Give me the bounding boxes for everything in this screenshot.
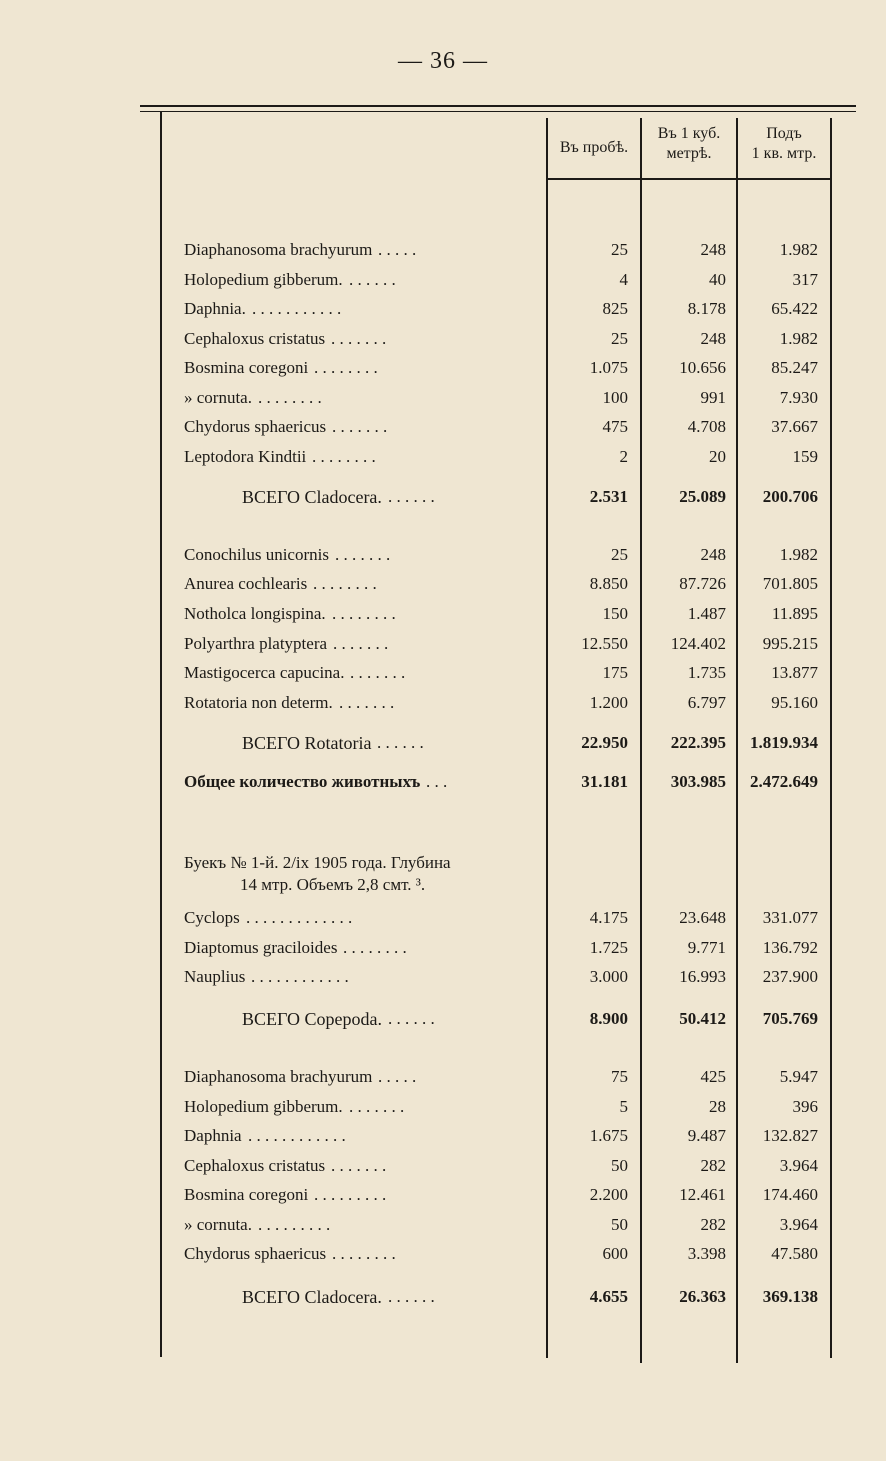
- value-in-sample: 4.175: [589, 908, 628, 927]
- header-square-meter: [738, 124, 830, 164]
- leader-dots: . . . . . . . . . . . .: [251, 967, 349, 986]
- table-row: [0, 358, 886, 386]
- value-per-cubic-meter: 991: [700, 388, 726, 407]
- value-in-sample: 1.725: [589, 938, 628, 957]
- row-label: Leptodora Kindtii: [184, 447, 307, 466]
- value-in-sample: 12.550: [581, 634, 628, 653]
- value-per-square-meter: 701.805: [762, 574, 818, 593]
- value-per-cubic-meter: 248: [700, 240, 726, 259]
- value-per-cubic-meter: 9.771: [687, 938, 726, 957]
- value-per-cubic-meter: 124.402: [670, 634, 726, 653]
- value-in-sample: 2: [619, 447, 628, 466]
- value-per-square-meter: 3.964: [779, 1156, 818, 1175]
- leader-dots: . . .: [426, 772, 448, 791]
- value-per-square-meter: 65.422: [771, 299, 818, 318]
- leader-dots: . . . . . . .: [335, 545, 391, 564]
- value-in-sample: 475: [602, 417, 628, 436]
- value-in-sample: 25: [611, 329, 628, 348]
- row-label: Cephaloxus cristatus: [184, 1156, 326, 1175]
- table-row: [0, 693, 886, 721]
- row-label: Holopedium gibberum.: [184, 1097, 343, 1116]
- leader-dots: . . . . . . .: [331, 1156, 387, 1175]
- value-per-square-meter: 5.947: [779, 1067, 818, 1086]
- leader-dots: . . . . . . . . .: [258, 1215, 331, 1234]
- leader-dots: . . . . . . .: [350, 663, 406, 682]
- value-per-square-meter: 995.215: [762, 634, 818, 653]
- value-per-square-meter: 95.160: [771, 693, 818, 712]
- row-label: Nauplius: [184, 967, 246, 986]
- row-label: » cornuta.: [184, 388, 252, 407]
- value-in-sample: 8.850: [589, 574, 628, 593]
- leader-dots: . . . . . . . .: [332, 604, 396, 623]
- leader-dots: . . . . . .: [349, 270, 396, 289]
- value-per-cubic-meter: 6.797: [687, 693, 726, 712]
- value-per-cubic-meter: 1.735: [687, 663, 726, 682]
- row-label: Bosmina coregoni: [184, 358, 309, 377]
- value-per-square-meter: 37.667: [771, 417, 818, 436]
- leader-dots: . . . . . .: [388, 1287, 435, 1306]
- leader-dots: . . . . . . .: [349, 1097, 405, 1116]
- row-label: ВСЕГО Cladocera.: [242, 1287, 382, 1307]
- value-in-sample: 150: [602, 604, 628, 623]
- value-per-square-meter: 13.877: [771, 663, 818, 682]
- table-row: [0, 329, 886, 357]
- value-per-square-meter: 331.077: [762, 908, 818, 927]
- header-square-meter-line1: Подъ: [766, 125, 802, 142]
- value-per-cubic-meter: 222.395: [670, 733, 726, 752]
- value-per-square-meter: 317: [792, 270, 818, 289]
- value-per-cubic-meter: 282: [700, 1215, 726, 1234]
- table-row: [0, 1244, 886, 1272]
- value-in-sample: 8.900: [589, 1009, 628, 1028]
- value-in-sample: 25: [611, 240, 628, 259]
- value-per-cubic-meter: 26.363: [679, 1287, 726, 1306]
- value-per-cubic-meter: 40: [709, 270, 726, 289]
- header-rule: [548, 178, 831, 180]
- row-label: ВСЕГО Cladocera.: [242, 487, 382, 507]
- leader-dots: . . . . . . . . . . . .: [248, 1126, 346, 1145]
- section-heading-line1: Буекъ № 1-й. 2/ix 1905 года. Глубина: [184, 853, 451, 872]
- value-per-square-meter: 1.982: [779, 545, 818, 564]
- value-in-sample: 50: [611, 1215, 628, 1234]
- value-in-sample: 1.200: [589, 693, 628, 712]
- value-per-square-meter: 85.247: [771, 358, 818, 377]
- value-per-cubic-meter: 23.648: [679, 908, 726, 927]
- page-number: — 36 —: [398, 48, 488, 74]
- table-row: [0, 270, 886, 298]
- leader-dots: . . . . . .: [377, 733, 424, 752]
- value-in-sample: 175: [602, 663, 628, 682]
- row-label: Общее количество животныхъ: [184, 772, 421, 791]
- value-in-sample: 75: [611, 1067, 628, 1086]
- value-per-square-meter: 1.819.934: [750, 733, 818, 752]
- value-in-sample: 600: [602, 1244, 628, 1263]
- table-row: [0, 1009, 886, 1037]
- row-label: Rotatoria non determ.: [184, 693, 333, 712]
- value-per-cubic-meter: 248: [700, 545, 726, 564]
- row-label: ВСЕГО Copepoda.: [242, 1009, 382, 1029]
- value-per-square-meter: 200.706: [762, 487, 818, 506]
- value-per-square-meter: 1.982: [779, 329, 818, 348]
- section-heading-line2: 14 мтр. Объемъ 2,8 смт. ³.: [240, 875, 426, 894]
- table-row: [0, 417, 886, 445]
- table-row: [0, 967, 886, 995]
- value-per-cubic-meter: 20: [709, 447, 726, 466]
- value-in-sample: 50: [611, 1156, 628, 1175]
- leader-dots: . . . . . . .: [339, 693, 395, 712]
- value-per-square-meter: 47.580: [771, 1244, 818, 1263]
- row-label: Chydorus sphaericus: [184, 417, 327, 436]
- value-per-cubic-meter: 9.487: [687, 1126, 726, 1145]
- leader-dots: . . . . . . . .: [343, 938, 407, 957]
- value-per-square-meter: 2.472.649: [750, 772, 818, 791]
- value-per-square-meter: 11.895: [771, 604, 818, 623]
- value-in-sample: 31.181: [581, 772, 628, 791]
- row-label: Notholca longispina.: [184, 604, 326, 623]
- table-row: [0, 772, 886, 800]
- table-row: [0, 240, 886, 268]
- table-row: [0, 388, 886, 416]
- leader-dots: . . . . . . . .: [332, 1244, 396, 1263]
- table-row: [0, 487, 886, 515]
- header-cubic-meter-line1: Въ 1 куб.: [657, 125, 721, 142]
- table-row: [0, 663, 886, 691]
- table-row: [0, 908, 886, 936]
- row-label: Polyarthra platyptera: [184, 634, 328, 653]
- leader-dots: . . . . . .: [388, 1009, 435, 1028]
- table-row: [0, 733, 886, 761]
- value-per-cubic-meter: 282: [700, 1156, 726, 1175]
- leader-dots: . . . . . . . . . . . . .: [246, 908, 353, 927]
- value-in-sample: 4: [619, 270, 628, 289]
- row-label: Daphnia.: [184, 299, 246, 318]
- value-per-square-meter: 174.460: [762, 1185, 818, 1204]
- row-label: Anurea cochlearis: [184, 574, 308, 593]
- leader-dots: . . . . . . .: [331, 329, 387, 348]
- table-row: [0, 545, 886, 573]
- table-row: [0, 1126, 886, 1154]
- value-per-square-meter: 237.900: [762, 967, 818, 986]
- row-label: » cornuta.: [184, 1215, 252, 1234]
- section-heading: [184, 852, 534, 896]
- row-label: Chydorus sphaericus: [184, 1244, 327, 1263]
- value-per-square-meter: 1.982: [779, 240, 818, 259]
- leader-dots: . . . . . . .: [332, 417, 388, 436]
- leader-dots: . . . . . . . .: [313, 574, 377, 593]
- value-per-square-meter: 369.138: [762, 1287, 818, 1306]
- leader-dots: . . . . . . . . . . .: [252, 299, 342, 318]
- value-in-sample: 100: [602, 388, 628, 407]
- value-per-square-meter: 396: [792, 1097, 818, 1116]
- table-row: [0, 634, 886, 662]
- table-row: [0, 1287, 886, 1315]
- table-row: [0, 1215, 886, 1243]
- value-per-square-meter: 705.769: [762, 1009, 818, 1028]
- value-per-cubic-meter: 303.985: [670, 772, 726, 791]
- value-per-cubic-meter: 16.993: [679, 967, 726, 986]
- table-row: [0, 1185, 886, 1213]
- row-label: Diaphanosoma brachyurum: [184, 240, 373, 259]
- value-in-sample: 1.675: [589, 1126, 628, 1145]
- table-row: [0, 604, 886, 632]
- value-per-square-meter: 132.827: [762, 1126, 818, 1145]
- header-square-meter-line2: 1 кв. мтр.: [751, 145, 817, 162]
- row-label: ВСЕГО Rotatoria: [242, 733, 372, 753]
- value-per-cubic-meter: 50.412: [679, 1009, 726, 1028]
- value-per-cubic-meter: 12.461: [679, 1185, 726, 1204]
- value-per-cubic-meter: 4.708: [687, 417, 726, 436]
- value-in-sample: 22.950: [581, 733, 628, 752]
- leader-dots: . . . . . . . . .: [314, 1185, 387, 1204]
- value-per-cubic-meter: 10.656: [679, 358, 726, 377]
- value-in-sample: 5: [619, 1097, 628, 1116]
- value-per-square-meter: 3.964: [779, 1215, 818, 1234]
- row-label: Diaphanosoma brachyurum: [184, 1067, 373, 1086]
- value-per-cubic-meter: 1.487: [687, 604, 726, 623]
- value-in-sample: 2.200: [589, 1185, 628, 1204]
- value-per-cubic-meter: 8.178: [687, 299, 726, 318]
- header-cubic-meter-line2: метрѣ.: [666, 145, 712, 162]
- table-row: [0, 1156, 886, 1184]
- row-label: Conochilus unicornis: [184, 545, 329, 564]
- value-in-sample: 825: [602, 299, 628, 318]
- top-rule: [140, 105, 856, 107]
- value-per-cubic-meter: 3.398: [687, 1244, 726, 1263]
- value-per-square-meter: 7.930: [779, 388, 818, 407]
- value-per-cubic-meter: 87.726: [679, 574, 726, 593]
- header-cubic-meter: [642, 124, 736, 164]
- value-in-sample: 1.075: [589, 358, 628, 377]
- value-per-cubic-meter: 25.089: [679, 487, 726, 506]
- row-label: Holopedium gibberum.: [184, 270, 343, 289]
- leader-dots: . . . . . .: [388, 487, 435, 506]
- table-row: [0, 299, 886, 327]
- value-per-cubic-meter: 28: [709, 1097, 726, 1116]
- table-row: [0, 938, 886, 966]
- row-label: Cyclops: [184, 908, 240, 927]
- leader-dots: . . . . . . .: [333, 634, 389, 653]
- table-row: [0, 1097, 886, 1125]
- row-label: Cephaloxus cristatus: [184, 329, 326, 348]
- value-per-square-meter: 136.792: [762, 938, 818, 957]
- value-per-cubic-meter: 248: [700, 329, 726, 348]
- leader-dots: . . . . . . . .: [258, 388, 322, 407]
- row-label: Mastigocerca capucina.: [184, 663, 345, 682]
- value-in-sample: 2.531: [589, 487, 628, 506]
- leader-dots: . . . . .: [378, 240, 417, 259]
- row-label: Daphnia: [184, 1126, 242, 1145]
- row-label: Diaptomus graciloides: [184, 938, 338, 957]
- header-sample: [548, 138, 640, 158]
- header-sample-label: Въ пробѣ.: [559, 139, 629, 156]
- value-in-sample: 4.655: [589, 1287, 628, 1306]
- leader-dots: . . . . .: [378, 1067, 417, 1086]
- table-row: [0, 447, 886, 475]
- top-rule-thin: [140, 111, 856, 112]
- table-row: [0, 574, 886, 602]
- leader-dots: . . . . . . . .: [312, 447, 376, 466]
- value-in-sample: 3.000: [589, 967, 628, 986]
- value-per-cubic-meter: 425: [700, 1067, 726, 1086]
- value-in-sample: 25: [611, 545, 628, 564]
- leader-dots: . . . . . . . .: [314, 358, 378, 377]
- table-row: [0, 1067, 886, 1095]
- row-label: Bosmina coregoni: [184, 1185, 309, 1204]
- value-per-square-meter: 159: [792, 447, 818, 466]
